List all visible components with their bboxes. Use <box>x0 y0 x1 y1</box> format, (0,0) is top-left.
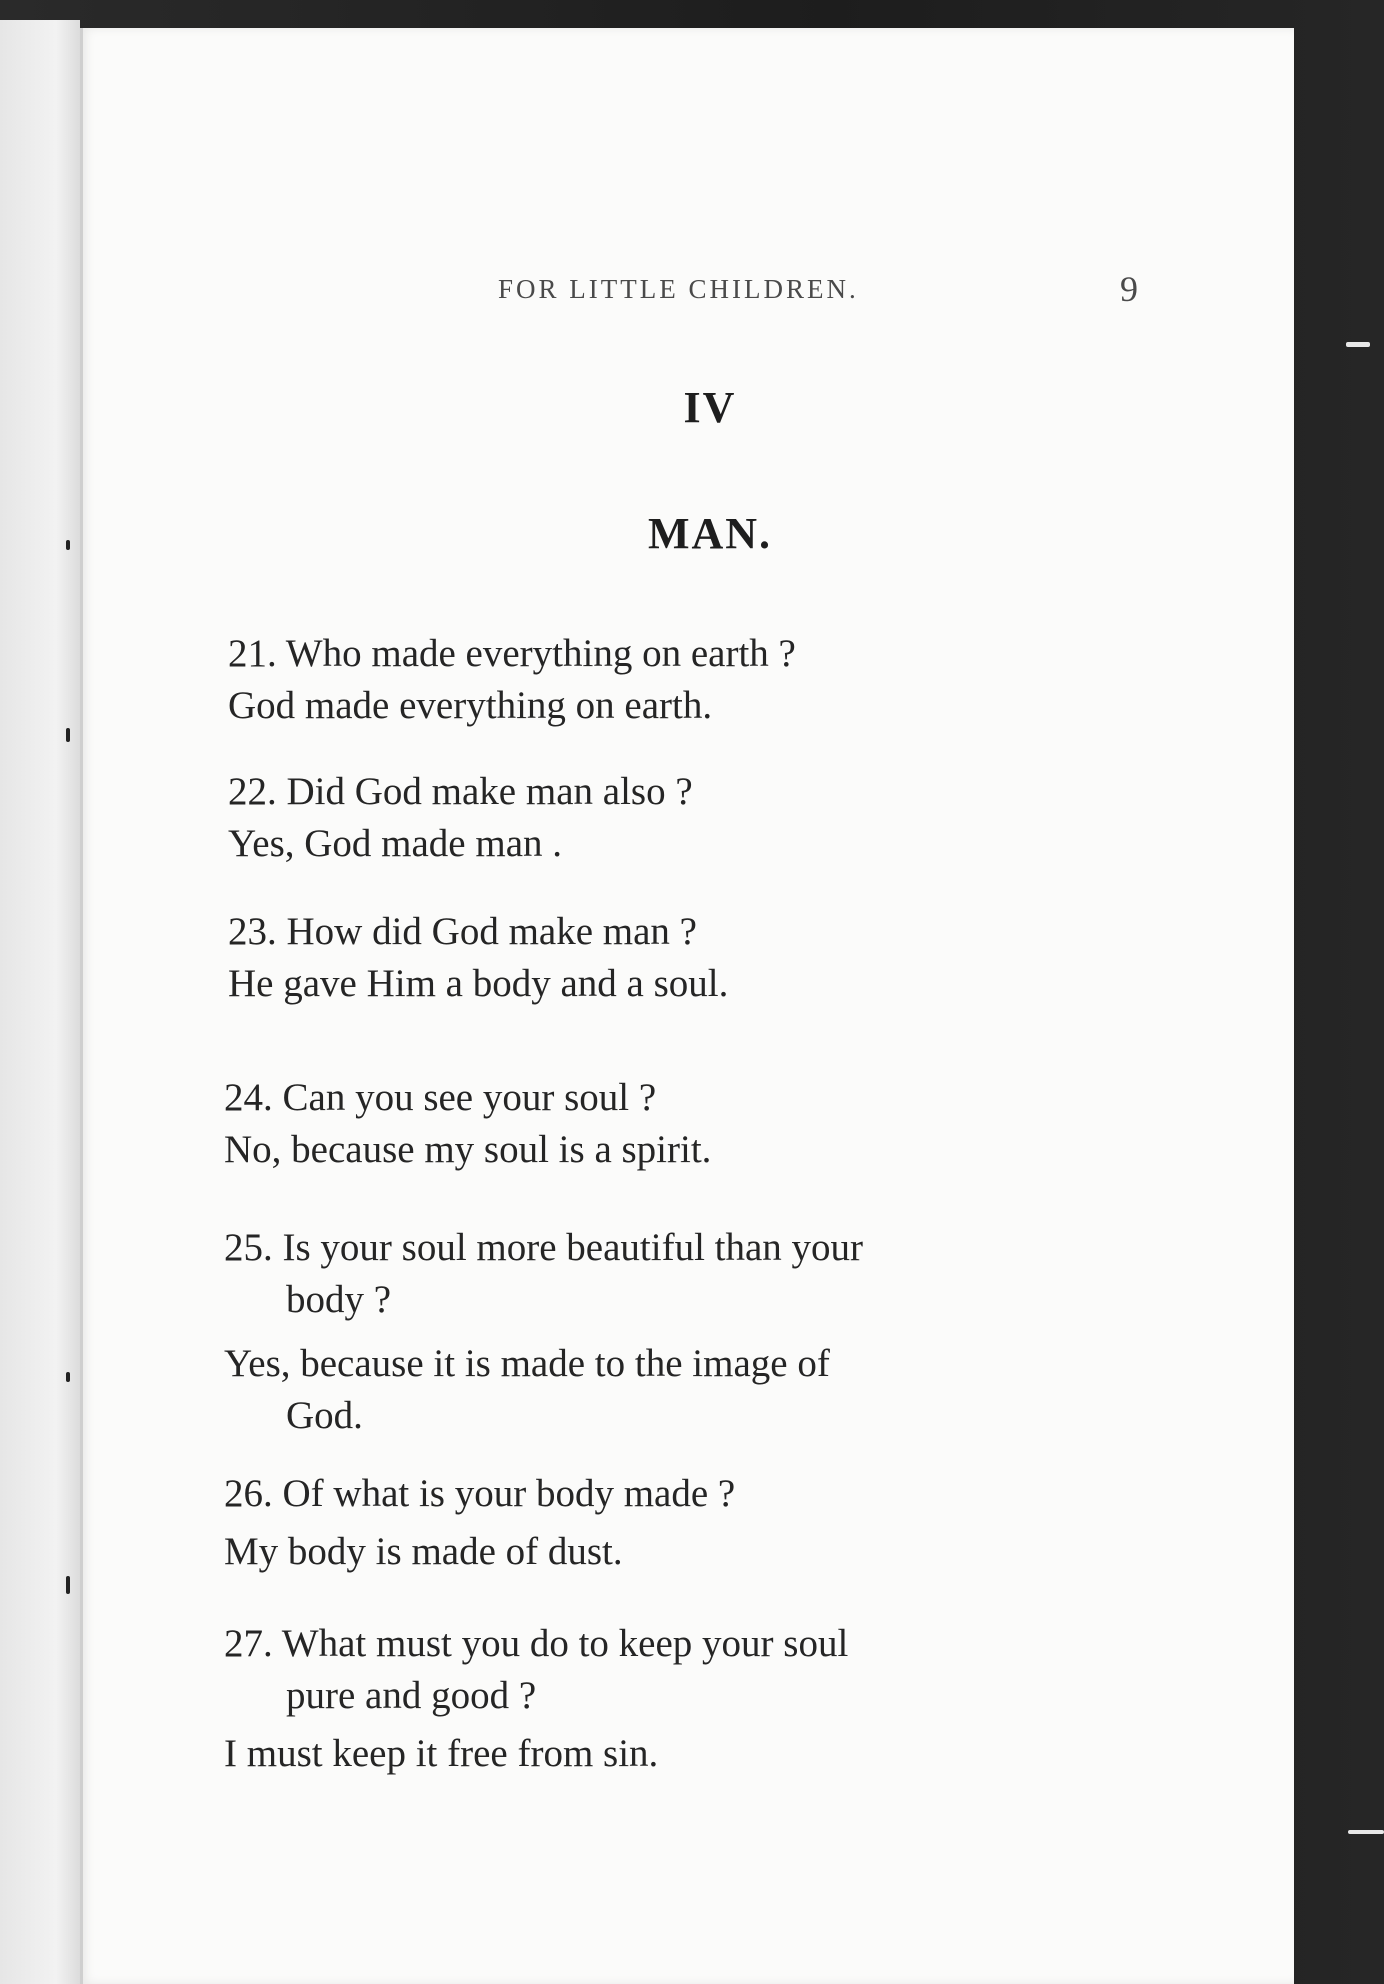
question-line: 26. Of what is your body made ? <box>224 1472 736 1515</box>
scan-scratch <box>1346 342 1370 347</box>
qa-item-27 <box>224 1618 1204 1780</box>
running-head: FOR LITTLE CHILDREN. <box>498 274 859 304</box>
facing-page-edge <box>0 20 80 1984</box>
chapter-title: MAN. <box>647 509 773 558</box>
question-line: 22. Did God make man also ? <box>228 770 693 813</box>
answer-line: No, because my soul is a spirit. <box>224 1128 712 1171</box>
answer-line: I must keep it free from sin. <box>224 1732 659 1775</box>
answer-line: My body is made of dust. <box>224 1530 623 1573</box>
scan-scratch <box>1348 1830 1384 1834</box>
page-edge-mark <box>66 1576 70 1594</box>
qa-item-22 <box>228 766 1208 870</box>
page-number: 9 <box>1120 269 1138 309</box>
qa-item-25 <box>224 1222 1204 1442</box>
answer-line: Yes, because it is made to the image of <box>224 1342 830 1385</box>
answer-line: God. <box>286 1394 363 1437</box>
qa-item-21 <box>228 628 1208 732</box>
chapter-number: IV <box>683 383 737 432</box>
question-line: body ? <box>286 1278 392 1321</box>
question-line: pure and good ? <box>286 1674 537 1717</box>
question-line: 27. What must you do to keep your soul <box>224 1622 849 1665</box>
answer-line: Yes, God made man . <box>228 822 563 865</box>
question-line: 24. Can you see your soul ? <box>224 1076 657 1119</box>
page-edge-mark <box>66 540 70 550</box>
qa-item-23 <box>228 906 1208 1010</box>
answer-line: He gave Him a body and a soul. <box>228 962 729 1005</box>
page-gutter <box>80 28 83 1984</box>
question-line: 23. How did God make man ? <box>228 910 697 953</box>
page-edge-mark <box>66 728 70 742</box>
qa-item-24 <box>224 1072 1204 1176</box>
question-line: 21. Who made everything on earth ? <box>228 632 796 675</box>
answer-line: God made everything on earth. <box>228 684 713 727</box>
page-edge-mark <box>66 1372 70 1382</box>
book-page <box>80 28 1294 1984</box>
question-line: 25. Is your soul more beautiful than your <box>224 1226 864 1269</box>
qa-item-26 <box>224 1468 1204 1578</box>
